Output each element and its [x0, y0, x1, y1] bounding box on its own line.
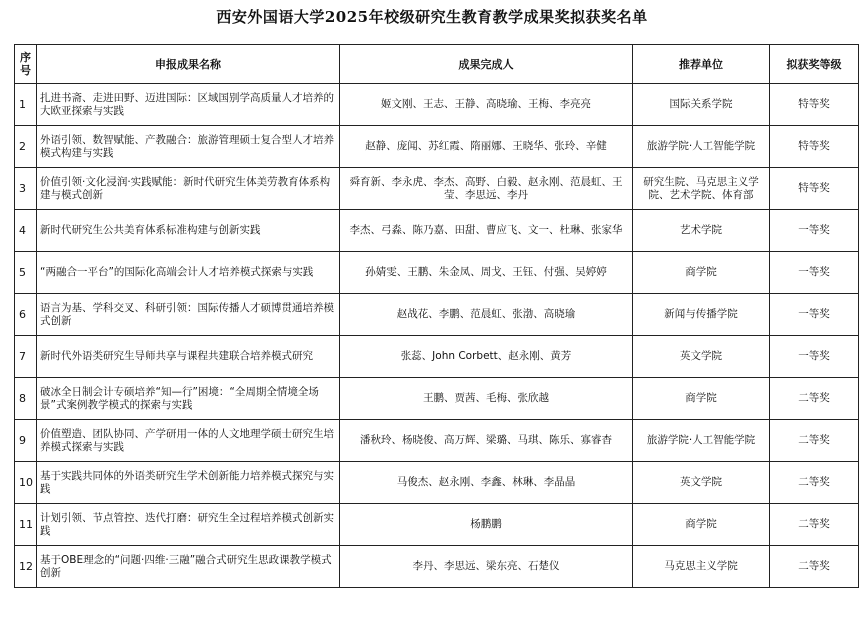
- header-name: 申报成果名称: [37, 45, 340, 84]
- row-index: 3: [15, 168, 37, 210]
- row-unit: 商学院: [633, 252, 770, 294]
- row-index: 7: [15, 336, 37, 378]
- header-unit: 推荐单位: [633, 45, 770, 84]
- row-people: 舜育新、李永虎、李杰、高野、白毅、赵永刚、范晨虹、王莹、李思远、李丹: [340, 168, 633, 210]
- row-index: 5: [15, 252, 37, 294]
- row-name: 基于OBE理念的“问题·四维·三融”融合式研究生思政课教学模式创新: [37, 546, 340, 588]
- table-row: [15, 420, 859, 462]
- row-name: 破冰全日制会计专硕培养“知—行”困境：“全周期全情境全场景”式案例教学模式的探索与实践: [37, 378, 340, 420]
- row-people: 潘秋玲、杨晓俊、高万辉、梁璐、马琪、陈乐、寡睿杳: [340, 420, 633, 462]
- row-index: 8: [15, 378, 37, 420]
- row-level: 二等奖: [770, 546, 859, 588]
- row-name: 新时代外语类研究生导师共享与课程共建联合培养模式研究: [37, 336, 340, 378]
- table-row: [15, 546, 859, 588]
- table-row: [15, 504, 859, 546]
- row-people: 马俊杰、赵永刚、李鑫、林琳、李晶晶: [340, 462, 633, 504]
- row-unit: 马克思主义学院: [633, 546, 770, 588]
- row-index: 2: [15, 126, 37, 168]
- row-people: 孙婧雯、王鹏、朱金凤、周戈、王钰、付强、吴婷婷: [340, 252, 633, 294]
- row-people: 张蕊、John Corbett、赵永刚、黄芳: [340, 336, 633, 378]
- row-index: 9: [15, 420, 37, 462]
- row-unit: 艺术学院: [633, 210, 770, 252]
- row-unit: 国际关系学院: [633, 84, 770, 126]
- row-level: 特等奖: [770, 126, 859, 168]
- table-row: [15, 210, 859, 252]
- table-row: [15, 378, 859, 420]
- row-unit: 英文学院: [633, 336, 770, 378]
- row-index: 12: [15, 546, 37, 588]
- header-people: 成果完成人: [340, 45, 633, 84]
- table-row: [15, 252, 859, 294]
- row-index: 11: [15, 504, 37, 546]
- row-name: 外语引领、数智赋能、产教融合：旅游管理硕士复合型人才培养模式构建与实践: [37, 126, 340, 168]
- row-unit: 商学院: [633, 378, 770, 420]
- row-people: 李丹、李思远、梁东亮、石楚仪: [340, 546, 633, 588]
- row-name: 扎进书斋、走进田野、迈进国际：区域国别学高质量人才培养的大欧亚探索与实践: [37, 84, 340, 126]
- row-level: 二等奖: [770, 462, 859, 504]
- row-people: 赵静、庞闻、苏红霞、隋丽娜、王晓华、张玲、辛健: [340, 126, 633, 168]
- row-people: 李杰、弓淼、陈乃嘉、田甜、曹应飞、文一、杜琳、张家华: [340, 210, 633, 252]
- table-row: [15, 168, 859, 210]
- row-people: 杨鹏鹏: [340, 504, 633, 546]
- row-index: 1: [15, 84, 37, 126]
- awards-table: [14, 44, 859, 588]
- table-row: [15, 462, 859, 504]
- table-body: [15, 84, 859, 588]
- row-unit: 英文学院: [633, 462, 770, 504]
- document-title: 西安外国语大学2025年校级研究生教育教学成果奖拟获奖名单: [216, 8, 648, 26]
- table-row: [15, 294, 859, 336]
- row-name: 新时代研究生公共美育体系标准构建与创新实践: [37, 210, 340, 252]
- row-people: 王鹏、贾茜、毛梅、张欣越: [340, 378, 633, 420]
- row-name: “两融合一平台”的国际化高端会计人才培养模式探索与实践: [37, 252, 340, 294]
- row-unit: 旅游学院·人工智能学院: [633, 126, 770, 168]
- row-index: 4: [15, 210, 37, 252]
- row-index: 10: [15, 462, 37, 504]
- row-level: 一等奖: [770, 210, 859, 252]
- row-level: 二等奖: [770, 504, 859, 546]
- row-level: 特等奖: [770, 168, 859, 210]
- row-name: 价值塑造、团队协同、产学研用一体的人文地理学硕士研究生培养模式探索与实践: [37, 420, 340, 462]
- row-index: 6: [15, 294, 37, 336]
- row-level: 一等奖: [770, 294, 859, 336]
- table-row: [15, 336, 859, 378]
- row-people: 姬文刚、王志、王静、高晓瑜、王梅、李亮亮: [340, 84, 633, 126]
- row-people: 赵战花、李鹏、范晨虹、张渤、高晓瑜: [340, 294, 633, 336]
- row-unit: 新闻与传播学院: [633, 294, 770, 336]
- row-name: 计划引领、节点管控、迭代打磨：研究生全过程培养模式创新实践: [37, 504, 340, 546]
- row-name: 基于实践共同体的外语类研究生学术创新能力培养模式探究与实践: [37, 462, 340, 504]
- row-name: 语言为基、学科交叉、科研引领：国际传播人才硕博贯通培养模式创新: [37, 294, 340, 336]
- row-level: 一等奖: [770, 336, 859, 378]
- row-unit: 商学院: [633, 504, 770, 546]
- row-level: 特等奖: [770, 84, 859, 126]
- row-name: 价值引领·文化浸润·实践赋能：新时代研究生体美劳教育体系构建与模式创新: [37, 168, 340, 210]
- table-header-row: [15, 45, 859, 84]
- table-row: [15, 84, 859, 126]
- header-level: 拟获奖等级: [770, 45, 859, 84]
- row-unit: 研究生院、马克思主义学院、艺术学院、体育部: [633, 168, 770, 210]
- table-row: [15, 126, 859, 168]
- row-level: 二等奖: [770, 420, 859, 462]
- row-unit: 旅游学院·人工智能学院: [633, 420, 770, 462]
- header-index: 序号: [15, 45, 37, 84]
- row-level: 二等奖: [770, 378, 859, 420]
- row-level: 一等奖: [770, 252, 859, 294]
